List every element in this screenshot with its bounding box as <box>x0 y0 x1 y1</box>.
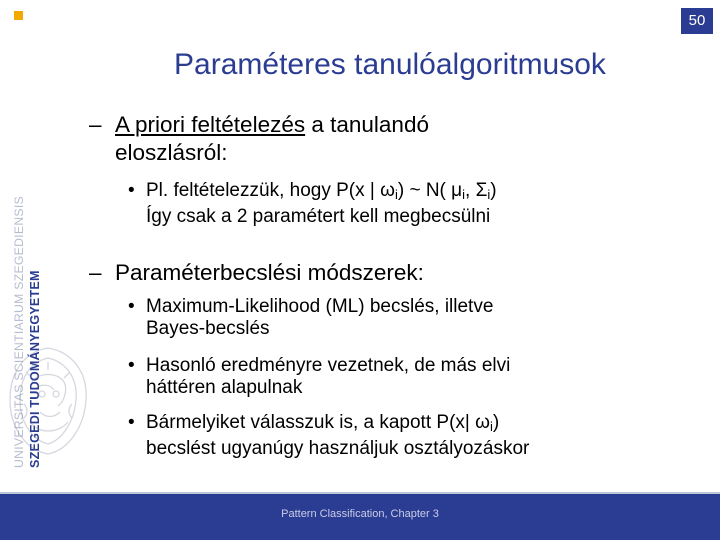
footer-caption: Pattern Classification, Chapter 3 <box>281 508 439 520</box>
bullet-text-line1: Hasonló eredményre vezetnek, de más elvi <box>146 355 511 376</box>
bullet-text-pre: Bármelyiket válasszuk is, a kapott P(x| <box>146 412 476 433</box>
section2-bullet-1 <box>128 296 494 340</box>
section2-heading-text: Paraméterbecslési módszerek: <box>115 260 424 285</box>
section2-bullet-2 <box>128 355 511 399</box>
omega-symbol: ω <box>380 180 395 201</box>
dash-marker: – <box>89 260 102 285</box>
subscript-i: i <box>487 187 491 202</box>
subscript-i: i <box>462 187 465 202</box>
subscript-i: i <box>394 187 398 202</box>
university-seal-icon <box>2 342 94 460</box>
university-name: SZEGEDI TUDOMÁNYEGYETEM <box>28 270 42 468</box>
bullet-text-line1: Maximum-Likelihood (ML) becslés, illetve <box>146 296 494 317</box>
bullet-text-mid: ) ~ N( <box>397 180 452 201</box>
section1-heading <box>89 111 429 167</box>
bullet-marker: • <box>128 296 135 317</box>
bullet-text-line2: Bayes-becslés <box>146 318 270 339</box>
section1-heading-rest: a tanulandó <box>305 112 429 137</box>
section1-heading-line2: eloszlásról: <box>115 140 228 165</box>
bullet-marker: • <box>128 355 135 376</box>
subscript-i: i <box>489 419 493 434</box>
bullet-marker: • <box>128 180 135 201</box>
mu-symbol: μ <box>451 180 463 201</box>
bullet-text-comma: , <box>465 180 476 201</box>
bullet-text-pre: Pl. feltételezzük, hogy P(x | <box>146 180 381 201</box>
section1-bullet <box>128 180 497 228</box>
section2-bullet-3 <box>128 412 530 460</box>
section1-heading-underlined: A priori feltételezés <box>115 112 306 137</box>
logo-square-icon <box>14 11 23 20</box>
sigma-symbol: Σ <box>475 180 488 201</box>
bullet-marker: • <box>128 412 135 433</box>
bullet-text-close: ) <box>492 412 500 433</box>
dash-marker: – <box>89 112 102 137</box>
omega-symbol: ω <box>475 412 490 433</box>
bullet-text-close: ) <box>490 180 497 201</box>
bullet-text-line2: háttéren alapulnak <box>146 377 303 398</box>
section2-heading <box>89 259 424 287</box>
slide-title: Paraméteres tanulóalgoritmusok <box>174 48 606 81</box>
bullet-text-line2: becslést ugyanúgy használjuk osztályozáskor <box>146 438 530 459</box>
bullet-text-line2: Így csak a 2 paramétert kell megbecsülni <box>146 206 491 227</box>
page-number: 50 <box>681 8 713 34</box>
university-latin-name: UNIVERSITAS SCIENTIARUM SZEGEDIENSIS <box>12 196 26 468</box>
